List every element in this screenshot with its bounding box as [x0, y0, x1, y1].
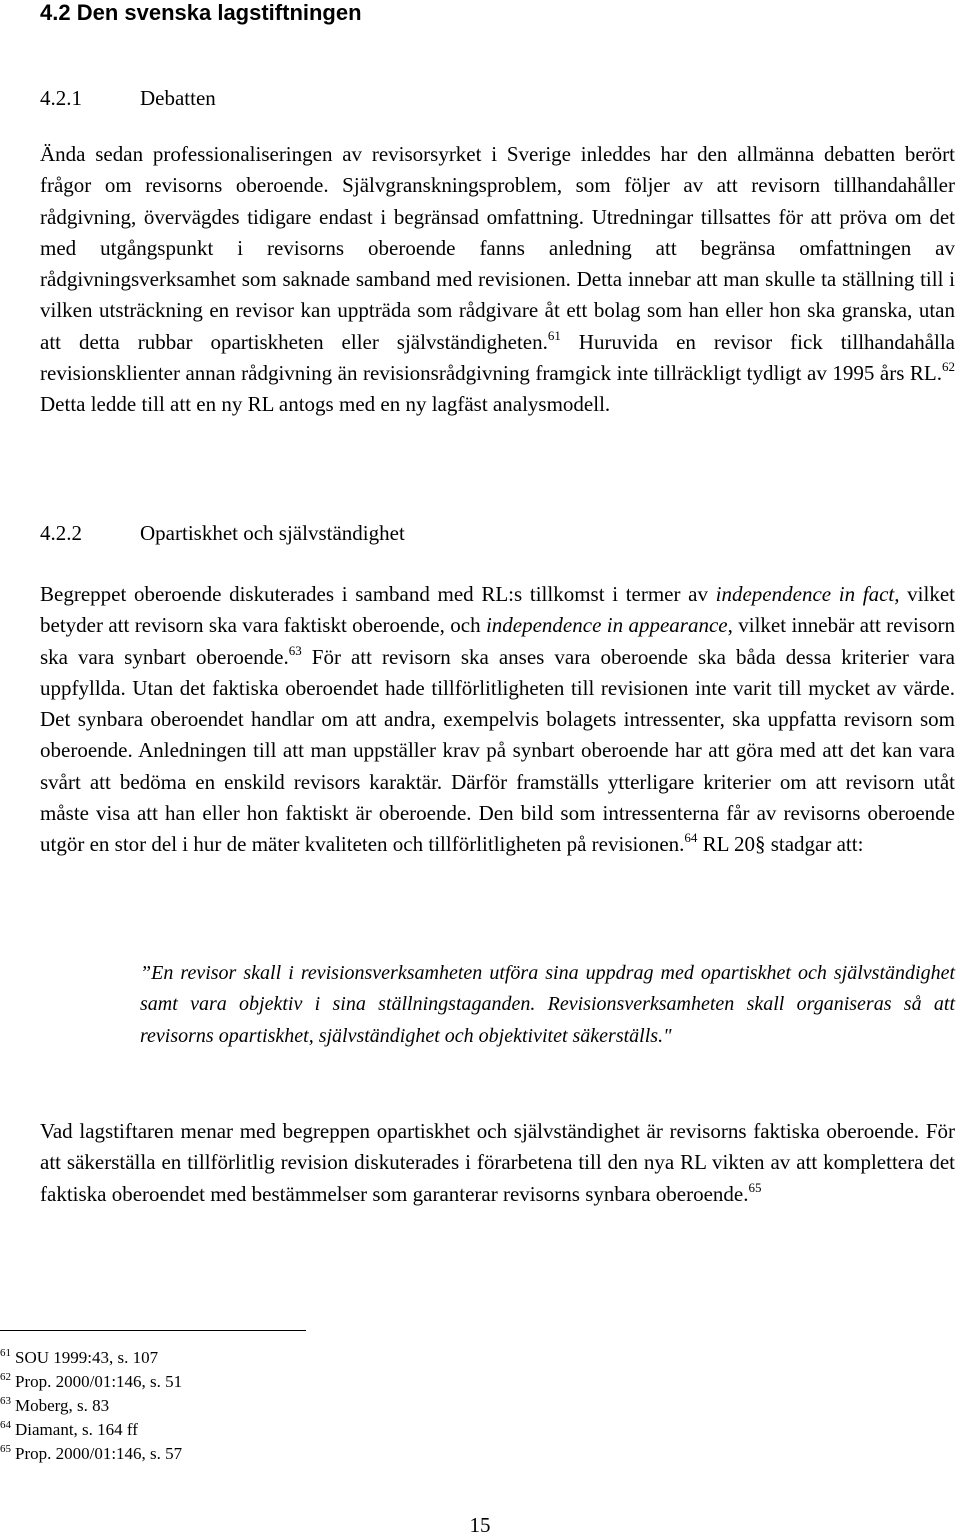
paragraph-text: För att revisorn ska anses vara oberoende ska båda dessa kriterier vara uppfyllda. Utan det faktiska oberoendet hade tillförlitligheten till revisionen inte varit till mycket av värde. Det synbara oberoendet handlar om att andra, exempelvis bolagets intressenter, ska uppfatta revisorn som oberoende. Anledningen till att man uppställer krav på synbart oberoende har att göra med att det kan vara svårt att bedöma en enskild revisors karaktär. Därför framställs ytterligare kriterier om att revisorn utåt måste visa att han eller hon faktiskt är oberoende. Den bild som intressenterna får av revisorns oberoende utgör en stor del i hur de mäter kvaliteten och tillförlitligheten på revisionen.	[40, 644, 956, 857]
paragraph-text: , vilket innebär att revisorn ska vara synbart oberoende.	[40, 613, 955, 669]
footnote-number: 64	[0, 1419, 11, 1431]
footnotes	[0, 1346, 182, 1466]
footnote-ref: 64	[684, 830, 698, 846]
footnote-ref: 61	[547, 327, 561, 343]
footnote-ref: 65	[748, 1179, 762, 1195]
subsection-number: 4.2.1	[40, 86, 82, 110]
subsection-title: Debatten	[140, 86, 216, 110]
page-number: 15	[469, 1513, 491, 1537]
footnote-ref: 62	[942, 359, 955, 375]
paragraph-text: Huruvida en revisor fick tillhandahålla revisionsklienter annan rådgivning än revisionsrådgivning framgick inte tillräckligt tydligt av 1995 års RL.	[40, 329, 956, 386]
footnote-text: Prop. 2000/01:146, s. 57	[15, 1444, 183, 1463]
subsection-title: Opartiskhet och självständighet	[140, 521, 405, 545]
footnote-number: 61	[0, 1347, 11, 1359]
paragraph-opartiskhet	[40, 579, 955, 861]
subsection-heading-opartiskhet	[40, 520, 405, 546]
section-heading: 4.2 Den svenska lagstiftningen	[40, 0, 362, 25]
law-quote: ”En revisor skall i revisionsverksamheten utföra sina uppdrag med opartiskhet och självständighet samt vara objektiv i sina ställningstaganden. Revisionsverksamheten skall organiseras så att revisorns opartiskhet, självständighet och objektivitet säkerställs."	[140, 962, 955, 1047]
subsection-number: 4.2.2	[40, 521, 82, 545]
term-independence-in-appearance: independence in appearance	[485, 613, 728, 638]
term-independence-in-fact: independence in fact,	[715, 582, 900, 606]
footnote	[0, 1418, 182, 1442]
footnote	[0, 1394, 182, 1418]
footnote-ref: 63	[288, 642, 302, 658]
paragraph-text: vilket betyder att revisorn ska vara faktiskt oberoende, och	[40, 582, 955, 638]
paragraph-text: Detta ledde till att en ny RL antogs med en ny lagfäst analysmodell.	[40, 392, 611, 417]
subsection-heading-debatten	[40, 85, 216, 111]
footnote-text: SOU 1999:43, s. 107	[15, 1348, 159, 1367]
footnote-number: 65	[0, 1443, 11, 1455]
paragraph-text: Begreppet oberoende diskuterades i samband med RL:s tillkomst i termer av	[40, 582, 716, 606]
footnote-number: 62	[0, 1371, 11, 1383]
footnote-text: Prop. 2000/01:146, s. 51	[15, 1372, 183, 1391]
footnote-number: 63	[0, 1395, 11, 1407]
paragraph-text: Ända sedan professionaliseringen av revisorsyrket i Sverige inleddes har den allmänna debatten berört frågor om revisorns oberoende. Självgranskningsproblem, som följer av att revisorn tillhandahåller rådgivning, övervägdes tidigare endast i begränsad omfattning. Utredningar tillsattes för att pröva om det med utgångspunkt i revisorns oberoende fanns anledning att begränsa omfattningen av rådgivningsverksamhet som saknade samband med revisionen. Detta innebar att man skulle ta ställning till i vilken utsträckning en revisor kan uppträda som rådgivare åt ett bolag som han eller hon ska granska, utan att detta rubbar opartiskheten eller självständigheten.	[40, 142, 955, 354]
footnote-text: Moberg, s. 83	[15, 1396, 110, 1415]
paragraph-text: RL 20§ stadgar att:	[697, 832, 864, 857]
footnote	[0, 1370, 182, 1394]
footnote-separator	[0, 1330, 306, 1331]
paragraph-debatten	[40, 139, 955, 421]
paragraph-text: Vad lagstiftaren menar med begreppen opartiskhet och självständighet är revisorns faktiska oberoende. För att säkerställa en tillförlitlig revision diskuterades i förarbetena till den nya RL vikten av att komplettera det faktiska oberoendet med bestämmelser som garanterar revisorns synbara oberoende.	[40, 1119, 955, 1206]
footnote	[0, 1442, 182, 1466]
paragraph-conclusion	[40, 1116, 955, 1210]
footnote	[0, 1346, 182, 1370]
footnote-text: Diamant, s. 164 ff	[15, 1420, 138, 1439]
